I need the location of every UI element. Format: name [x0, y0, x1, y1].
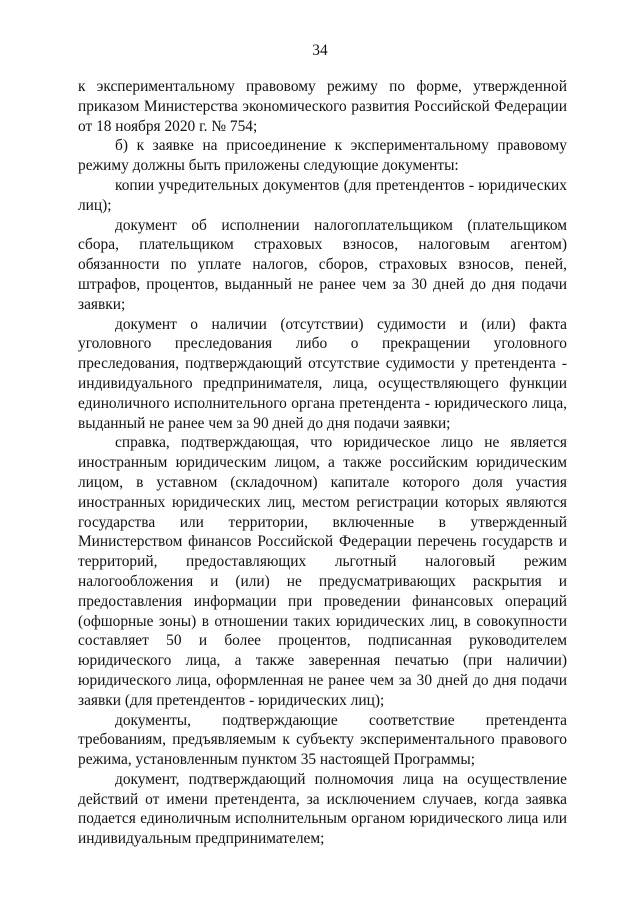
- paragraph-criminal-record-document: документ о наличии (отсутствии) судимости и (или) факта уголовного преследования либо о прекращении уголовного преследования, подтверждающий отсутствие судимости у претендента - индивидуального предпринимателя, лица, осуществляющего функции единоличного исполнительного органа претендента - юридического лица, выданный не ранее чем за 90 дней до дня подачи заявки;: [78, 315, 567, 432]
- paragraph-foreign-entity-certificate: справка, подтверждающая, что юридическое лицо не является иностранным юридическим лицом, а также российским юридическим лицом, в уставном (складочном) капитале которого доля участия иностранных юридических лиц, местом регистрации которых являются государства или территории, включенные в утвержденный Министерством финансов Российской Федерации перечень государств и территорий, предоставляющих льготный налоговый режим налогообложения и (или) не предусматривающих раскрытия и предоставления информации при проведении финансовых операций (офшорные зоны) в отношении таких юридических лиц, в совокупности составляет 50 и более процентов, подписанная руководителем юридического лица, а также заверенная печатью (при наличии) юридического лица, оформленная не ранее чем за 30 дней до дня подачи заявки (для претендентов - юридических лиц);: [78, 434, 567, 709]
- paragraph-authority-document: документ, подтверждающий полномочия лица на осуществление действий от имени претендента, за исключением случаев, когда заявка подается единоличным исполнительным органом юридического лица или индивидуальным предпринимателем;: [78, 770, 567, 848]
- document-body: [78, 77, 567, 849]
- paragraph-compliance-documents: документы, подтверждающие соответствие претендента требованиям, предъявляемым к субъекту экспериментального правового режима, установленным пунктом 35 настоящей Программы;: [78, 711, 567, 769]
- paragraph-tax-obligations-document: документ об исполнении налогоплательщиком (плательщиком сбора, плательщиком страховых взносов, налоговым агентом) обязанности по уплате налогов, сборов, страховых взносов, пеней, штрафов, процентов, выданный не ранее чем за 30 дней до дня подачи заявки;: [78, 216, 567, 313]
- page-number: 34: [312, 42, 328, 59]
- paragraph-attached-documents-intro: б) к заявке на присоединение к экспериментальному правовому режиму должны быть приложены следующие документы:: [78, 137, 567, 175]
- paragraph-founding-documents: копии учредительных документов (для претендентов - юридических лиц);: [78, 176, 567, 214]
- paragraph-application-form: к экспериментальному правовому режиму по форме, утвержденной приказом Министерства экономического развития Российской Федерации от 18 ноября 2020 г. № 754;: [78, 78, 567, 135]
